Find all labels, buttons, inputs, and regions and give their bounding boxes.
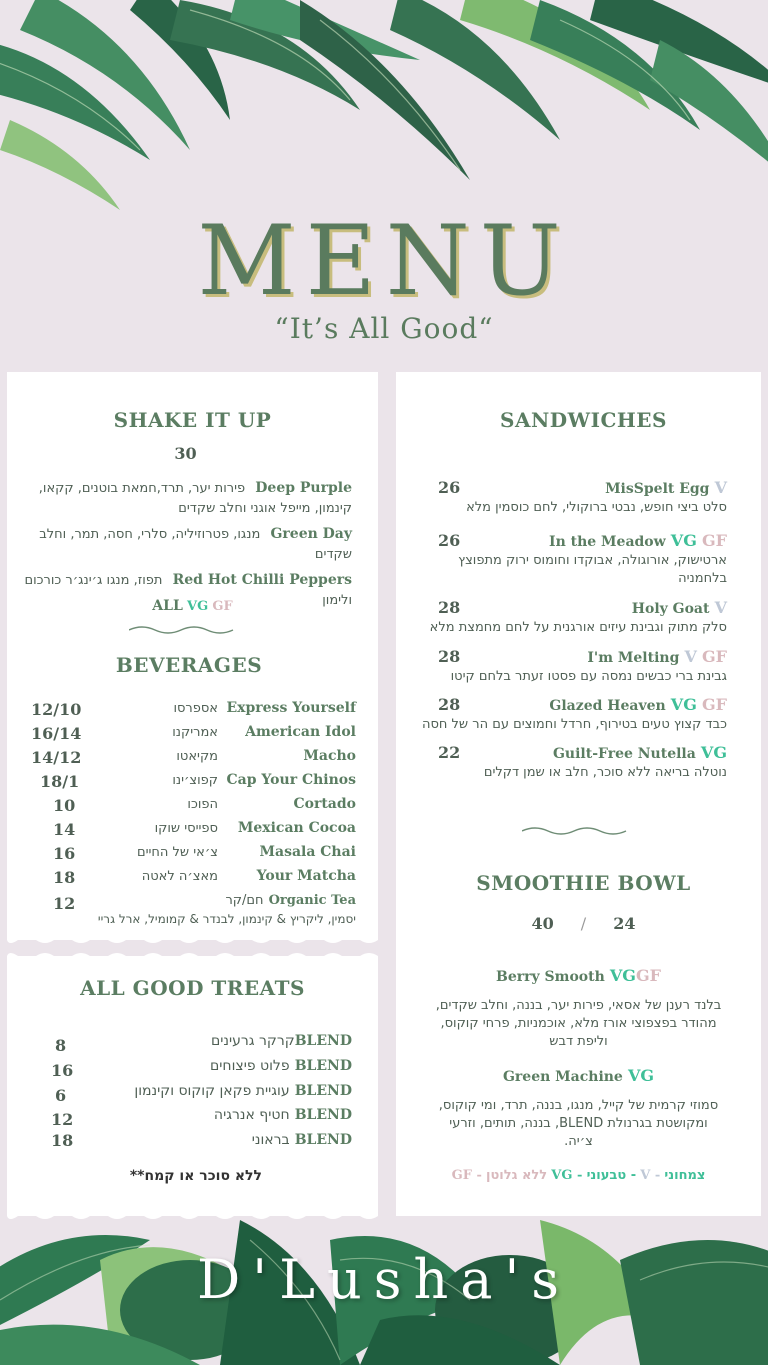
treat-row [7, 1129, 378, 1154]
tag-gf: GF [212, 599, 233, 614]
beverage-hebrew: ספייסי שוקו [154, 821, 218, 836]
smoothie-title: SMOOTHIE BOWL [476, 871, 691, 895]
menu-subtitle: “It’s All Good“ [274, 312, 494, 345]
smoothie-item-2 [396, 1066, 761, 1151]
shake-item-desc: פירות יער, תרד,חמאת בוטנים, קקאו, [38, 481, 246, 496]
sandwich-name: In the Meadow [549, 534, 666, 550]
beverage-row [7, 698, 378, 722]
sandwich-desc: נוטלה בריאה ללא סוכר, חלב או שמן דקלים [483, 765, 727, 780]
sandwich-desc: גבינת ברי כבשים נמסה עם פסטו זעתר בלחם קיטו [450, 669, 727, 684]
sandwich-tags: V [714, 478, 727, 497]
beverage-price: 16/14 [31, 724, 82, 743]
shake-item-1 [22, 477, 352, 519]
sandwich-tag-gf: GF [701, 695, 727, 714]
sandwiches-title: SANDWICHES [500, 408, 667, 432]
shake-item-name: Green Day [270, 526, 352, 542]
shake-item-desc: תפוז, מנגו ג׳ינג׳ר כורכום [24, 573, 163, 588]
treat-name: חטיף אנרגיה [213, 1107, 290, 1123]
beverage-row [7, 770, 378, 794]
sandwich-name: Glazed Heaven [549, 698, 666, 714]
sandwich-item [396, 598, 761, 646]
beverage-row [7, 866, 378, 890]
treat-price: 16 [51, 1061, 74, 1080]
sandwich-price: 28 [438, 695, 461, 714]
beverage-hebrew: מקיאטו [176, 749, 218, 764]
brand-name: D'Lusha's [196, 1248, 572, 1311]
beverage-name: Macho [303, 748, 356, 764]
sandwich-tag-v: V [684, 647, 697, 666]
treats-title: ALL GOOD TREATS [80, 976, 305, 1000]
beverage-row [7, 818, 378, 842]
beverage-hebrew: מאצ׳ה לאטה [141, 869, 218, 884]
smoothie-price-small: 24 [613, 914, 636, 933]
treat-name: קרקר גרעינים [210, 1033, 295, 1049]
smoothie-item-1 [396, 966, 761, 1051]
sandwich-item [396, 743, 761, 791]
beverage-name: Cortado [293, 796, 356, 812]
tea-text [56, 890, 356, 928]
tea-desc: יסמין, ליקריץ & קינמון, לבנדר & קמומיל, ארל גריי [97, 912, 356, 926]
smoothie-desc: מהודר בפצפוצי אורז מלא, אוכמניות, פרחי קוקוס, [440, 1016, 717, 1031]
sandwich-tags: VG [700, 743, 727, 762]
treat-name: עוגיית פקאן קוקוס וקינמון [134, 1083, 290, 1099]
sandwich-item [396, 478, 761, 526]
smoothie-tag-vg: VG [627, 1066, 655, 1085]
sandwich-desc: סלק מתוק וגבינת עיזים אורגנית על לחם מחמצת מלא [429, 620, 727, 635]
shake-item-desc: ולימון [322, 593, 352, 608]
beverage-row [7, 722, 378, 746]
treat-row [7, 1080, 378, 1104]
smoothie-desc: ומקושטת בגרנולת BLEND, בננה, תותים, וזרעי [449, 1116, 708, 1131]
sandwich-item [396, 647, 761, 695]
beverage-hebrew: אמריקנו [172, 725, 218, 740]
sandwich-price: 26 [438, 478, 461, 497]
treat-price: 12 [51, 1110, 74, 1129]
sandwich-price: 28 [438, 647, 461, 666]
treat-row [7, 1104, 378, 1129]
treat-brand: BLEND [294, 1033, 352, 1049]
smoothie-tag-vg: VG [609, 966, 636, 985]
drinks-card [7, 372, 378, 940]
sandwich-item [396, 695, 761, 743]
treat-price: 8 [55, 1036, 67, 1055]
beverage-row [7, 842, 378, 866]
legend-vg-label: טבעוני [586, 1168, 627, 1183]
legend-v: V [640, 1168, 651, 1183]
tag-all: ALL [152, 598, 183, 614]
smoothie-tag-gf: GF [635, 966, 661, 985]
shake-item-desc: מנגו, פטרוזיליה, סלרי, חסה, תמר, וחלב [39, 527, 261, 542]
beverage-name: Express Yourself [226, 700, 356, 716]
smoothie-name: Berry Smooth [496, 969, 605, 985]
treat-brand: BLEND [294, 1083, 352, 1099]
sandwich-name: MisSpelt Egg [605, 481, 710, 497]
sandwich-price: 26 [438, 531, 461, 550]
smoothie-desc: בלנד רענן של אסאי, פירות יער, בננה, וחלב שקדים, [435, 998, 722, 1013]
shake-price: 30 [174, 444, 197, 463]
beverages-title: BEVERAGES [115, 653, 263, 677]
sandwich-desc: בלחמניה [678, 571, 727, 586]
sandwich-name: I'm Melting [587, 650, 680, 666]
beverage-name: Cap Your Chinos [226, 772, 356, 788]
beverage-row [7, 746, 378, 770]
treat-brand: BLEND [294, 1107, 352, 1123]
beverage-hebrew: צ׳אי של החיים [136, 845, 218, 860]
shake-item-desc: קינמון, מייפל אוגני וחלב שקדים [178, 501, 352, 516]
treat-brand: BLEND [294, 1058, 352, 1074]
wavy-edge [7, 950, 378, 962]
beverage-name: Masala Chai [259, 844, 356, 860]
shake-item-2 [22, 523, 352, 565]
shake-item-name: Deep Purple [255, 480, 352, 496]
tag-vg: VG [187, 599, 209, 614]
treats-list [7, 1030, 378, 1154]
beverages-list [7, 698, 378, 890]
smoothie-desc: סמוזי קרמית של קייל, מנגו, בננה, תרד, ומי קוקוס, [438, 1098, 719, 1113]
smoothie-prices [396, 914, 768, 933]
sandwich-price: 28 [438, 598, 461, 617]
menu-title: MENU [197, 205, 571, 317]
shake-item-name: Red Hot Chilli Peppers [172, 572, 352, 588]
beverage-price: 14/12 [31, 748, 82, 767]
sandwich-tags: V [714, 598, 727, 617]
beverage-price: 14 [53, 820, 76, 839]
sandwich-item [396, 531, 761, 591]
beverage-name: Your Matcha [256, 868, 356, 884]
sandwich-desc: כבד קצוץ טעים בטירוף, חרדל וחמוצים עם הר של חסה [421, 717, 727, 732]
beverage-price: 10 [53, 796, 76, 815]
treat-price: 18 [51, 1131, 74, 1150]
squiggle-divider [522, 825, 628, 837]
beverage-row [7, 794, 378, 818]
shake-title: SHAKE IT UP [113, 408, 272, 432]
sandwich-desc: ארטישוק, אורוגולה, אבוקדו וחומוס ירוק מתפוצץ [458, 553, 727, 568]
smoothie-price-large: 40 [531, 914, 554, 933]
treat-brand: BLEND [294, 1132, 352, 1148]
treat-name: פלוט פיצוחים [210, 1058, 290, 1074]
treat-name: בראוני [251, 1132, 290, 1148]
beverage-price: 12/10 [31, 700, 82, 719]
sandwich-name: Guilt-Free Nutella [552, 746, 696, 762]
smoothie-name: Green Machine [502, 1069, 623, 1085]
treat-row [7, 1030, 378, 1055]
squiggle-divider [129, 624, 235, 636]
tea-row [7, 890, 378, 930]
beverage-hebrew: אספרסו [173, 701, 218, 716]
diet-legend: צמחוני - V - טבעוני - VG ללא גלוטן - GF [451, 1168, 706, 1183]
legend-gf: GF [451, 1168, 472, 1183]
beverage-name: Mexican Cocoa [237, 820, 356, 836]
treats-note: ללא סוכר או קמח** [129, 1168, 262, 1184]
beverage-hebrew: קפוצ׳ינו [172, 773, 218, 788]
sandwich-tag-vg: VG [670, 531, 697, 550]
smoothie-desc: צ׳יה. [564, 1134, 593, 1149]
beverage-price: 18/1 [40, 772, 80, 791]
legend-v-label: צמחוני [664, 1168, 706, 1183]
sandwich-tag-vg: VG [670, 695, 697, 714]
tea-temp: חם/קר [225, 893, 264, 908]
legend-gf-label: ללא גלוטן [486, 1168, 548, 1183]
tea-price: 12 [53, 894, 76, 913]
sandwich-price: 22 [438, 743, 461, 762]
sandwich-tag-gf: GF [701, 531, 727, 550]
tea-name: Organic Tea [268, 893, 356, 908]
treat-price: 6 [55, 1086, 67, 1105]
sandwich-desc: סלט ביצי חופש, נבטי ברוקולי, לחם כוסמין מלא [466, 500, 727, 515]
shake-tags [7, 598, 378, 614]
smoothie-desc: וליפת דבש [549, 1034, 608, 1049]
beverage-price: 16 [53, 844, 76, 863]
wavy-edge [7, 934, 378, 946]
sandwich-tag-gf: GF [701, 647, 727, 666]
beverage-name: American Idol [245, 724, 356, 740]
treat-row [7, 1055, 378, 1080]
legend-vg: VG [551, 1168, 573, 1183]
top-palm-leaves [0, 0, 768, 230]
food-card [396, 372, 761, 1216]
beverage-price: 18 [53, 868, 76, 887]
sandwich-name: Holy Goat [631, 601, 710, 617]
treats-card [7, 956, 378, 1216]
shake-item-desc: שקדים [314, 547, 352, 562]
beverage-hebrew: הפוכו [187, 797, 218, 812]
price-separator: / [580, 914, 587, 933]
